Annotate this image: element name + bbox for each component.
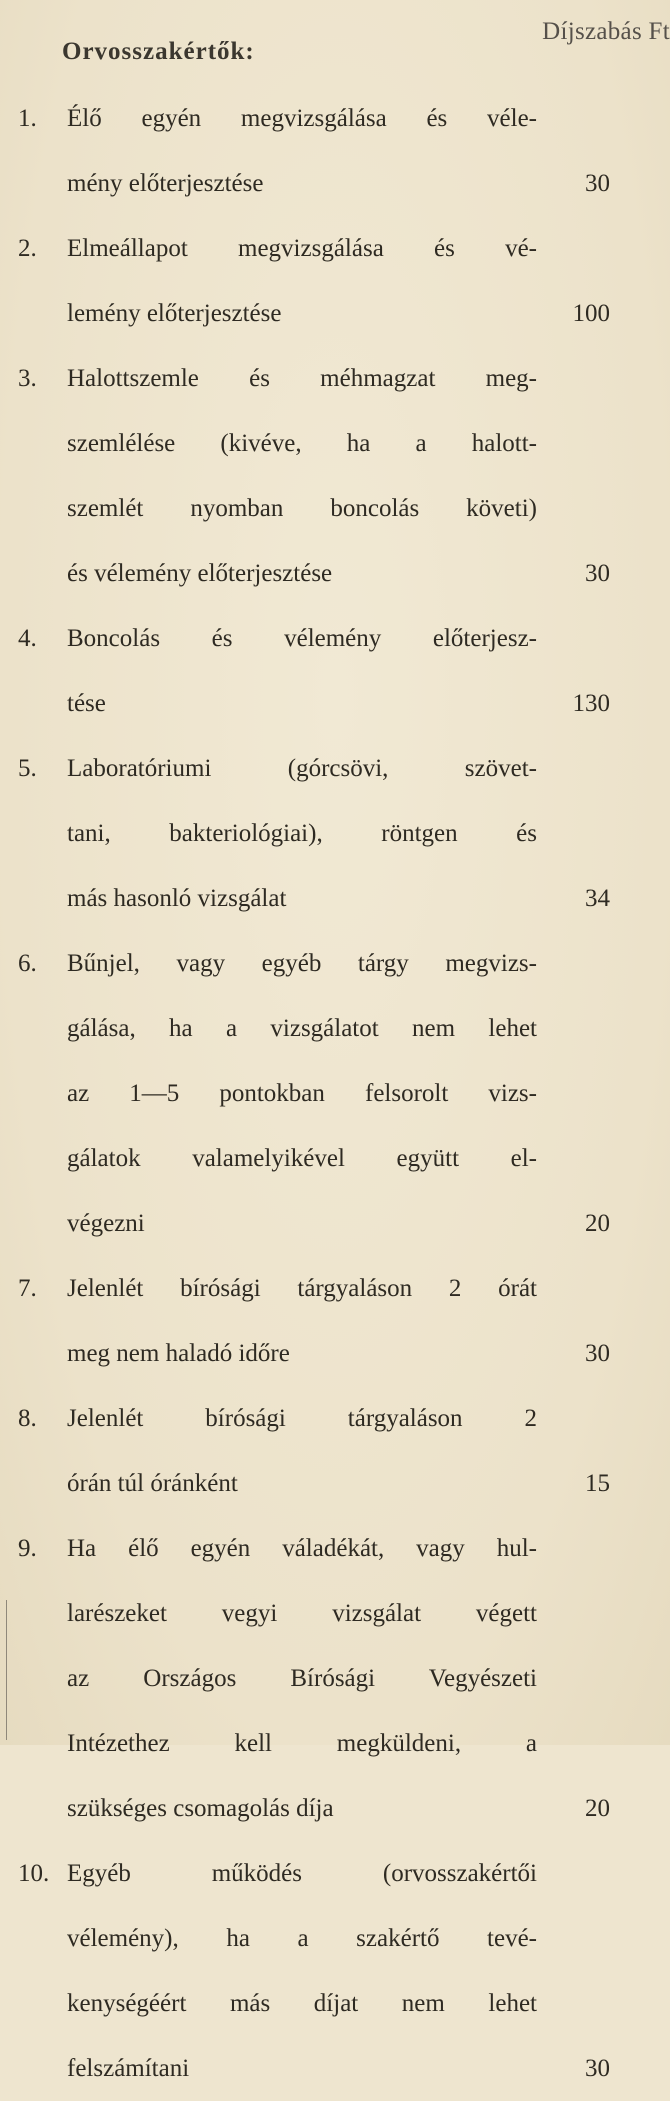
fee-item [0, 1516, 670, 1841]
item-description-line: szemlét nyomban boncolás követi) [67, 495, 537, 522]
item-description [67, 736, 537, 931]
item-description-line: tése [67, 690, 106, 717]
item-description-line: végezni [67, 1210, 145, 1237]
item-description [67, 346, 537, 606]
item-description-line: gálatok valamelyikével együtt el- [67, 1145, 537, 1172]
item-price: 30 [585, 170, 610, 197]
section-title: Orvosszakértők: [62, 38, 255, 65]
item-number: 6. [18, 950, 37, 977]
item-description-line: más hasonló vizsgálat [67, 885, 287, 912]
item-description [67, 606, 537, 736]
item-price: 100 [572, 300, 610, 327]
item-price: 20 [585, 1795, 610, 1822]
item-description [67, 86, 537, 216]
item-description [67, 931, 537, 1256]
item-description-line: Élő egyén megvizsgálása és véle- [67, 105, 537, 132]
item-number: 9. [18, 1535, 37, 1562]
fee-item [0, 1256, 670, 1386]
fee-item [0, 606, 670, 736]
item-description-line: lemény előterjesztése [67, 300, 282, 327]
item-description-line: Jelenlét bírósági tárgyaláson 2 órát [67, 1275, 537, 1302]
fee-item [0, 931, 670, 1256]
item-description-line: kenységéért más díjat nem lehet [67, 1990, 537, 2017]
fee-item [0, 1386, 670, 1516]
item-description [67, 216, 537, 346]
item-number: 8. [18, 1405, 37, 1432]
fee-item [0, 346, 670, 606]
item-description-line: larészeket vegyi vizsgálat végett [67, 1600, 537, 1627]
item-number: 10. [18, 1860, 50, 1887]
fee-item [0, 216, 670, 346]
item-description-line: Jelenlét bírósági tárgyaláson 2 [67, 1405, 537, 1432]
item-number: 3. [18, 365, 37, 392]
item-number: 7. [18, 1275, 37, 1302]
item-number: 4. [18, 625, 37, 652]
margin-rule [6, 1600, 7, 1740]
item-description-line: meg nem haladó időre [67, 1340, 290, 1367]
item-price: 130 [572, 690, 610, 717]
item-description-line: és vélemény előterjesztése [67, 560, 333, 587]
item-description [67, 1256, 537, 1386]
item-description-line: vélemény), ha a szakértő tevé- [67, 1925, 537, 1952]
item-description-line: órán túl óránként [67, 1470, 238, 1497]
fee-item [0, 86, 670, 216]
item-description-line: gálása, ha a vizsgálatot nem lehet [67, 1015, 537, 1042]
item-description [67, 1386, 537, 1516]
item-description-line: Boncolás és vélemény előterjesz- [67, 625, 537, 652]
item-price: 30 [585, 1340, 610, 1367]
item-description-line: szemlélése (kivéve, ha a halott- [67, 430, 537, 457]
item-price: 15 [585, 1470, 610, 1497]
fee-list [0, 86, 670, 2101]
item-description-line: az Országos Bírósági Vegyészeti [67, 1665, 537, 1692]
item-description-line: Elmeállapot megvizsgálása és vé- [67, 235, 537, 262]
item-price: 30 [585, 2055, 610, 2082]
fee-item [0, 736, 670, 931]
fee-item [0, 1841, 670, 2101]
item-description-line: tani, bakteriológiai), röntgen és [67, 820, 537, 847]
item-description-line: Egyéb működés (orvosszakértői [67, 1860, 537, 1887]
item-price: 34 [585, 885, 610, 912]
item-description [67, 1516, 537, 1841]
item-description-line: Intézethez kell megküldeni, a [67, 1730, 537, 1757]
item-description-line: Laboratóriumi (górcsövi, szövet- [67, 755, 537, 782]
item-description [67, 1841, 537, 2101]
item-number: 5. [18, 755, 37, 782]
item-description-line: Ha élő egyén váladékát, vagy hul- [67, 1535, 537, 1562]
item-number: 2. [18, 235, 37, 262]
item-number: 1. [18, 105, 37, 132]
fee-column-header: Díjszabás Ft [542, 18, 670, 45]
item-description-line: felszámítani [67, 2055, 190, 2082]
item-description-line: Bűnjel, vagy egyéb tárgy megvizs- [67, 950, 537, 977]
item-description-line: az 1—5 pontokban felsorolt vizs- [67, 1080, 537, 1107]
item-description-line: szükséges csomagolás díja [67, 1795, 334, 1822]
item-price: 20 [585, 1210, 610, 1237]
item-description-line: mény előterjesztése [67, 170, 264, 197]
item-price: 30 [585, 560, 610, 587]
item-description-line: Halottszemle és méhmagzat meg- [67, 365, 537, 392]
